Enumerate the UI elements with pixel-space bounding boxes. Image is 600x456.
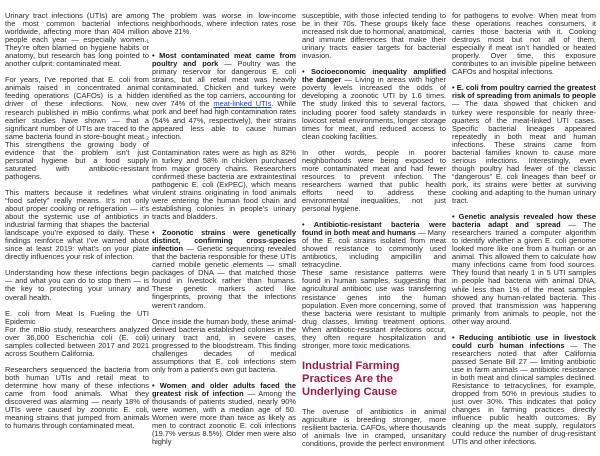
section-heading: Industrial Farming Practices Are the Underlying Cause: [302, 359, 400, 398]
paragraph-text: The overuse of antibiotics in animal agriculture is breeding stronger, more resilient bacteria. CAFOs, where thousands of animals live in cramped, unsanitary conditions, provide the perfect environment: [302, 406, 446, 449]
paragraph: [152, 318, 296, 374]
bullet-paragraph: [302, 221, 446, 269]
article-column-3: [302, 12, 446, 456]
paragraph: [152, 12, 296, 36]
paragraph-text: — The researchers trained a computer algorithm to identify whether a given E. coli genome looked more like one from a human or an animal. This allowed them to calculate how many infections came from food sources. They found that nearly 1 in 5 UTI samples in people had bacteria with animal DNA, while less than 1% of the meat samples showed any human-related bacteria. This proved that transmission was happening primarily from animals to people, not the other way around.: [452, 220, 596, 326]
paragraph-text: For the mBio study, researchers analyzed over 36,000 Escherichia coli (E. coli) samples collected between 2017 and 2021 across Southern California.: [5, 324, 149, 358]
paragraph-text: Understanding how these infections begin — and what you can do to stop them — is the key to protecting your urinary and overall health.: [5, 268, 149, 302]
paragraph: [5, 326, 149, 358]
paragraph-text: — Many of the E. coli strains isolated from meat showed resistance to commonly used antibiotics, including ampicillin and tetracycline.: [302, 228, 446, 270]
bullet-lead: • Women and older adults faced the greatest risk of infection: [152, 380, 296, 398]
paragraph-text: — The data showed that chicken and turkey were responsible for nearly three-quarters of the meat-linked UTI cases. Specific bacterial lineages appeared repeatedly in both meat and human infections. These strains came from bacterial families known to cause more serious infections. Interestingly, even though poultry had fewer of the classic “dangerous” E. coli lineages than beef or pork, its strains were better at surviving cooking and adapting to the human urinary tract.: [452, 99, 596, 206]
paragraph-text: These same resistance patterns were found in human samples, suggesting that agricultural antibiotic use was transferring resistance genes into the human population. Even more concerning, some of these bacteria were resistant to multiple drug classes, limiting treatment options. When antibiotic-resistant infections occur, they often require hospitalization and stronger, more toxic medications.: [302, 268, 446, 350]
paragraph-text: for pathogens to evolve. When meat from these operations reaches consumers, it carries those bacteria with it. Cooking destroys most but not all of them, especially if meat isn’t handled or heated properly. Over time, this exposure contributes to an invisible pipeline between CAFOs and hospital infections.: [452, 11, 596, 77]
paragraph: [5, 269, 149, 301]
paragraph-text: susceptible, with those infected tending to be in their 70s. These groups likely face increased risk due to hormonal, anatomical, and immune differences that make their urinary tracts easier targets for bacterial invasion.: [302, 11, 446, 61]
paragraph: [5, 76, 149, 181]
paragraph-text: The problem was worse in low-income neighborhoods, where infection rates rose above 21%.: [152, 11, 296, 37]
bullet-paragraph: [452, 213, 596, 326]
paragraph-text: Researchers sequenced the bacteria from both human UTIs and retail meat to determine how many of these infections came from food animals. What they discovered was alarming — nearly 18% of UTIs were caused by zoonotic E. coli, meaning strains that jumped from animals to humans through contaminated meat.: [5, 364, 149, 431]
paragraph: [5, 189, 149, 261]
bullet-paragraph: [302, 68, 446, 140]
paragraph-text: Urinary tract infections (UTIs) are among the most common bacterial infections worldwide, affecting more than 404 million people each year — especially women.₁ They’re often blamed on hygiene habits or anatomy, but research has long pointed to another culprit: contaminated meat.: [5, 11, 149, 69]
paragraph-text: This matters because it redefines what “food safety” really means. It’s not only about proper cooking or refrigeration — it’s about the systemic use of antibiotics in industrial farming that shapes the bacterial landscape you’re exposed to daily. These findings reinforce what I’ve warned about since at least 2019: what’s on your plate directly influences your risk of infection.: [5, 187, 149, 262]
meat-linked-utis-link[interactable]: meat-linked UTIs: [213, 99, 272, 109]
bullet-lead: • Genetic analysis revealed how these bacteria adapt and spread: [452, 212, 596, 230]
bullet-paragraph: [452, 84, 596, 205]
paragraph: [302, 269, 446, 349]
bullet-lead: • Most contaminated meat came from poultry and pork: [152, 51, 296, 69]
paragraph: [302, 12, 446, 60]
paragraph-text: — Genetic sequencing revealed that the bacteria responsible for these UTIs carried mobile genetic elements — small packages of DNA — that matched those found in livestock rather than humans. These genetic markers acted like fingerprints, proving that the infections weren’t random.: [152, 244, 296, 310]
bullet-paragraph: [152, 52, 296, 141]
paragraph-text: — Poultry was the primary reservoir for dangerous E. coli strains, but all retail meat was heavily contaminated. Chicken and turkey were identified as the top carriers, accounting for over 74% of the: [152, 59, 296, 109]
paragraph-text: Contamination rates were as high as 82% in turkey and 58% in chicken purchased from major grocery chains. Researchers confirmed these bacteria are extraintestinal pathogenic E. coli (ExPEC), which means virulent strains originating in food animals were entering the human food chain and establishing colonies in people’s urinary tracts and bladders.: [152, 147, 296, 222]
paragraph-text: — The researchers noted that after California passed Senate Bill 27 — limiting antibiotic use in farm animals — antibiotic resistance in both meat and clinical samples declined. Resistance to tetracyclines, for example, dropped from 50% in previous studies to just over 30%. This indicates that policy changes in farming practices directly influence public health outcomes. By cleaning up the meat supply, regulators could reduce the number of drug-resistant UTIs and other infections.: [452, 340, 596, 447]
bullet-paragraph: [152, 229, 296, 309]
paragraph: [452, 12, 596, 76]
paragraph: [302, 149, 446, 213]
bullet-lead: • Antibiotic-resistant bacteria were found in both meat and humans: [302, 220, 446, 238]
bullet-paragraph: [452, 334, 596, 447]
paragraph-text: . While pork and beef had high contamination rates (54% and 47%, respectively), their strains appeared less able to cause human infection.: [152, 99, 296, 141]
bullet-lead: • E. coli from poultry carried the greatest risk of spreading from animals to people: [452, 83, 596, 101]
bullet-lead: • Socioeconomic inequality amplified the danger: [302, 67, 446, 85]
paragraph-text: — Living in areas with higher poverty levels increased the odds of developing a zoonotic UTI by 1.6 times. The study linked this to several factors, including poorer food safety standards in lowcost retail environments, longer storage times for meat, and reduced access to clean cooking facilities.: [302, 75, 446, 141]
paragraph-text: — Among the thousands of patients studied, nearly 90% were women, with a median age of 50. Women were more than twice as likely as men to contract zoonotic E. coli infections (19.7% versus 8.5%). Older men were also highly: [152, 388, 296, 447]
paragraph: [5, 12, 149, 68]
paragraph: [152, 149, 296, 221]
article-column-4: [452, 12, 596, 454]
paragraph-text: Once inside the human body, these animal-derived bacteria established colonies in the urinary tract and, in severe cases, progressed to the bloodstream. This finding challenges decades of medical assumptions that E. coli infections stem only from a patient’s own gut bacteria.: [152, 316, 296, 374]
article-column-2: [152, 12, 296, 454]
article-column-1: [5, 12, 149, 438]
bullet-lead: • Zoonotic strains were genetically distinct, confirming cross-species infection: [152, 228, 296, 254]
paragraph-text: For years, I’ve reported that E. coli from animals raised in concentrated animal feeding operations (CAFOs) is a hidden driver of these infections. Now, new research published in mBio confirms what earlier studies have shown — that a significant number of UTIs are traced to the same bacteria found in store-bought meat.₂ This strengthens the growing body of evidence that the problem isn’t just personal hygiene but a food supply saturated with antibiotic-resistant pathogens.: [5, 75, 149, 181]
paragraph: [5, 310, 149, 326]
paragraph: [5, 366, 149, 430]
paragraph: [302, 408, 446, 448]
paragraph-text: In other words, people in poorer neighborhoods were being exposed to more contaminated meat and had fewer resources to prevent infection. The researchers warned that public health efforts need to address these environmental inequalities, not just personal hygiene.: [302, 147, 446, 214]
bullet-lead: • Reducing antibiotic use in livestock could curb human infections: [452, 332, 596, 350]
paragraph-text: E. coli from Meat Is Fueling the UTI Epidemic: [5, 308, 149, 326]
bullet-paragraph: [152, 382, 296, 446]
